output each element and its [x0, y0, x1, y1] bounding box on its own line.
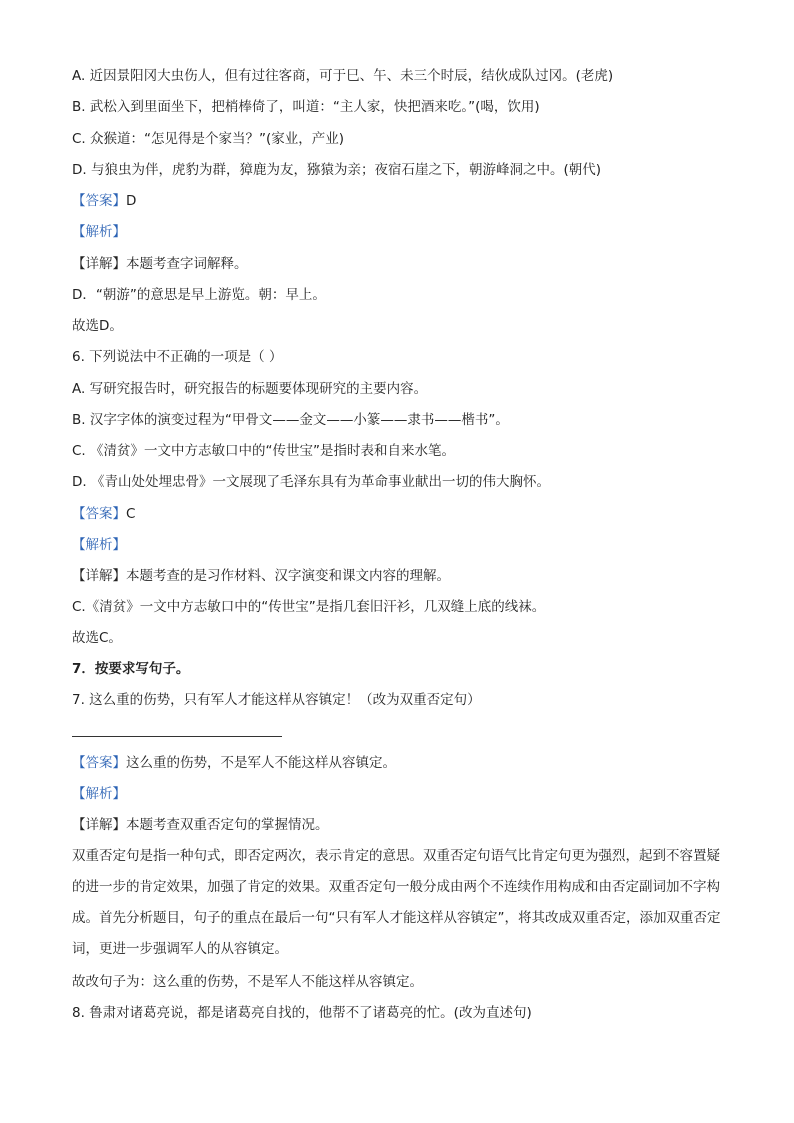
q6-explain: C.《清贫》一文中方志敏口中的“传世宝”是指几套旧汗衫，几双缝上底的线袜。	[72, 599, 546, 615]
detail-text: 本题考查的是习作材料、汉字演变和课文内容的理解。	[126, 568, 450, 584]
answer-blank-line	[72, 736, 282, 737]
q5-conclusion: 故选D。	[72, 318, 123, 334]
q5-answer	[72, 191, 734, 211]
answer-tag: 【答案】	[72, 193, 126, 209]
detail-text: 本题考查双重否定句的掌握情况。	[126, 817, 329, 833]
q6-option-b: B. 汉字字体的演变过程为“甲骨文——金文——小篆——隶书——楷书”。	[72, 412, 509, 428]
q5-detail	[72, 254, 734, 274]
detail-tag: 【详解】	[72, 817, 126, 833]
analysis-tag: 【解析】	[72, 786, 126, 802]
q6-option-d: D. 《青山处处埋忠骨》一文展现了毛泽东具有为革命事业献出一切的伟大胸怀。	[72, 474, 550, 490]
q7-stem: 7. 这么重的伤势，只有军人才能这样从容镇定！（改为双重否定句）	[72, 692, 481, 708]
detail-text: 本题考查字词解释。	[126, 256, 248, 272]
section-heading: 7．按要求写句子。	[72, 661, 190, 677]
analysis-tag: 【解析】	[72, 224, 126, 240]
q6-answer	[72, 504, 734, 524]
q5-option-c: C. 众猴道：“怎见得是个家当？”(家业，产业)	[72, 131, 345, 147]
answer-text: C	[126, 506, 136, 522]
q6-detail	[72, 566, 734, 586]
analysis-tag: 【解析】	[72, 537, 126, 553]
q7-answer	[72, 753, 734, 773]
detail-tag: 【详解】	[72, 568, 126, 584]
answer-text: 这么重的伤势，不是军人不能这样从容镇定。	[126, 755, 396, 771]
q6-stem: 6. 下列说法中不正确的一项是（ ）	[72, 349, 283, 365]
q5-option-b: B. 武松入到里面坐下，把梢棒倚了，叫道：“主人家，快把酒来吃。”(喝，饮用)	[72, 99, 540, 115]
q8-stem: 8. 鲁肃对诸葛亮说，都是诸葛亮自找的，他帮不了诸葛亮的忙。(改为直述句)	[72, 1005, 532, 1021]
q6-analysis	[72, 535, 734, 555]
q7-detail	[72, 815, 734, 835]
q7-conclusion: 故改句子为：这么重的伤势，不是军人不能这样从容镇定。	[72, 974, 423, 990]
q5-analysis	[72, 222, 734, 242]
answer-tag: 【答案】	[72, 506, 126, 522]
detail-tag: 【详解】	[72, 256, 126, 272]
q5-option-d: D. 与狼虫为伴，虎豹为群，獐鹿为友，猕猿为亲；夜宿石崖之下，朝游峰洞之中。(朝代)	[72, 162, 602, 178]
q5-explain: D．“朝游”的意思是早上游览。朝：早上。	[72, 287, 326, 303]
q5-option-a: A. 近因景阳冈大虫伤人，但有过往客商，可于巳、午、未三个时辰，结伙成队过冈。(老虎)	[72, 68, 614, 84]
answer-text: D	[126, 193, 137, 209]
q6-option-a: A. 写研究报告时，研究报告的标题要体现研究的主要内容。	[72, 381, 428, 397]
q6-conclusion: 故选C。	[72, 630, 122, 646]
q6-option-c: C. 《清贫》一文中方志敏口中的“传世宝”是指时表和自来水笔。	[72, 443, 455, 459]
answer-tag: 【答案】	[72, 755, 126, 771]
q7-analysis	[72, 784, 734, 804]
q7-explain: 双重否定句是指一种句式，即否定两次，表示肯定的意思。双重否定句语气比肯定句更为强烈，起到不容置疑的进一步的肯定效果，加强了肯定的效果。双重否定句一般分成由两个不连续作用构成和由否定副词加不字构成。首先分析题目，句子的重点在最后一句“只有军人才能这样从容镇定”，将其改成双重否定，添加双重否定词，更进一步强调军人的从容镇定。	[72, 848, 721, 957]
